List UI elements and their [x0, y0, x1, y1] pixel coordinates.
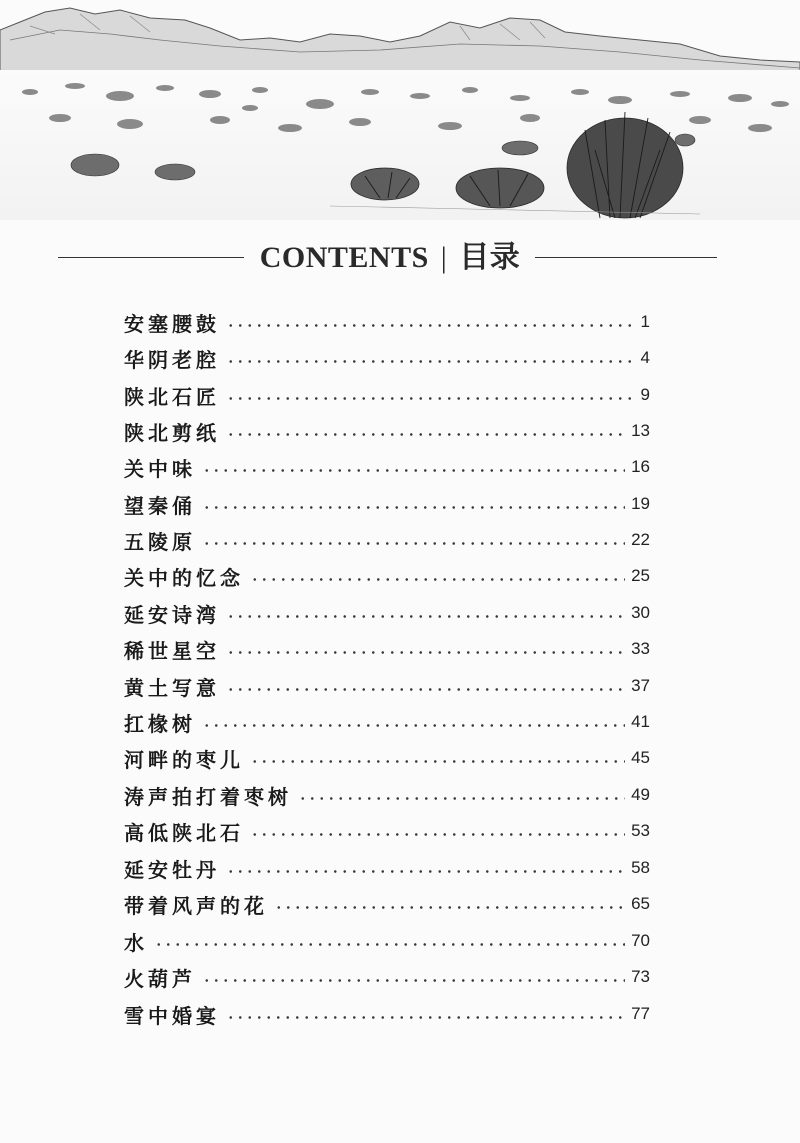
entry-page-number: 19: [631, 494, 650, 513]
entry-title: 延安牡丹: [124, 857, 220, 882]
entry-title: 安塞腰鼓: [124, 311, 220, 336]
dot-leader: [250, 833, 625, 836]
dot-leader: [298, 797, 625, 800]
entry-title: 高低陕北石: [124, 820, 244, 845]
toc-entry[interactable]: [124, 924, 650, 958]
header-rule-right: [535, 257, 717, 258]
contents-title: [254, 238, 526, 278]
dot-leader: [226, 1016, 625, 1019]
contents-header: [0, 232, 800, 284]
entry-page-number: 4: [640, 348, 650, 367]
entry-title: 涛声拍打着枣树: [124, 784, 292, 809]
toc-entry[interactable]: [124, 960, 650, 994]
toc-entry[interactable]: [124, 997, 650, 1031]
toc-entry[interactable]: [124, 851, 650, 885]
entry-page-number: 22: [631, 530, 650, 549]
toc-entry[interactable]: [124, 814, 650, 848]
entry-title: 关中味: [124, 456, 196, 481]
toc-entry[interactable]: [124, 487, 650, 521]
entry-page-number: 37: [631, 676, 650, 695]
toc-entry[interactable]: [124, 523, 650, 557]
toc-entry[interactable]: [124, 450, 650, 484]
entry-title: 火葫芦: [124, 966, 196, 991]
entry-title: 扛椽树: [124, 711, 196, 736]
dot-leader: [250, 760, 625, 763]
entry-title: 望秦俑: [124, 493, 196, 518]
dot-leader: [202, 724, 625, 727]
toc-entry[interactable]: [124, 632, 650, 666]
entry-title: 五陵原: [124, 529, 196, 554]
entry-page-number: 13: [631, 421, 650, 440]
entry-page-number: 70: [631, 931, 650, 950]
entry-title: 稀世星空: [124, 638, 220, 663]
title-chinese: 目录: [459, 241, 521, 274]
dot-leader: [226, 651, 625, 654]
dot-leader: [226, 615, 625, 618]
toc-entry[interactable]: [124, 705, 650, 739]
entry-page-number: 30: [631, 603, 650, 622]
entry-page-number: 25: [631, 566, 650, 585]
dot-leader: [202, 979, 625, 982]
desert-landscape-illustration: [0, 0, 800, 232]
entry-title: 延安诗湾: [124, 602, 220, 627]
dot-leader: [226, 397, 635, 400]
entry-title: 河畔的枣儿: [124, 747, 244, 772]
dot-leader: [250, 578, 625, 581]
toc-entry[interactable]: [124, 559, 650, 593]
entry-page-number: 33: [631, 639, 650, 658]
entry-page-number: 45: [631, 748, 650, 767]
entry-title: 陕北石匠: [124, 384, 220, 409]
dot-leader: [226, 360, 635, 363]
dot-leader: [226, 324, 635, 327]
dot-leader: [226, 870, 625, 873]
entry-page-number: 77: [631, 1004, 650, 1023]
dot-leader: [154, 943, 625, 946]
toc-entry[interactable]: [124, 741, 650, 775]
toc-entry[interactable]: [124, 778, 650, 812]
dot-leader: [202, 469, 625, 472]
dot-leader: [202, 506, 625, 509]
entry-title: 关中的忆念: [124, 565, 244, 590]
title-english: CONTENTS: [259, 241, 429, 274]
entry-title: 陕北剪纸: [124, 420, 220, 445]
toc-entry[interactable]: [124, 378, 650, 412]
entry-title: 带着风声的花: [124, 893, 268, 918]
toc-entry[interactable]: [124, 414, 650, 448]
toc-entry[interactable]: [124, 305, 650, 339]
header-rule-left: [58, 257, 244, 258]
entry-page-number: 41: [631, 712, 650, 731]
entry-page-number: 9: [640, 385, 650, 404]
dot-leader: [226, 433, 625, 436]
entry-page-number: 16: [631, 457, 650, 476]
entry-page-number: 73: [631, 967, 650, 986]
entry-title: 黄土写意: [124, 675, 220, 700]
dot-leader: [226, 688, 625, 691]
entry-page-number: 49: [631, 785, 650, 804]
title-separator: |: [440, 241, 448, 274]
entry-title: 水: [124, 930, 148, 955]
entry-page-number: 53: [631, 821, 650, 840]
toc-entry[interactable]: [124, 669, 650, 703]
toc-entry[interactable]: [124, 887, 650, 921]
dot-leader: [202, 542, 625, 545]
entry-page-number: 58: [631, 858, 650, 877]
dot-leader: [274, 906, 625, 909]
toc-entry[interactable]: [124, 341, 650, 375]
entry-page-number: 65: [631, 894, 650, 913]
toc-entry[interactable]: [124, 596, 650, 630]
entry-title: 雪中婚宴: [124, 1003, 220, 1028]
entry-page-number: 1: [640, 312, 650, 331]
entry-title: 华阴老腔: [124, 347, 220, 372]
